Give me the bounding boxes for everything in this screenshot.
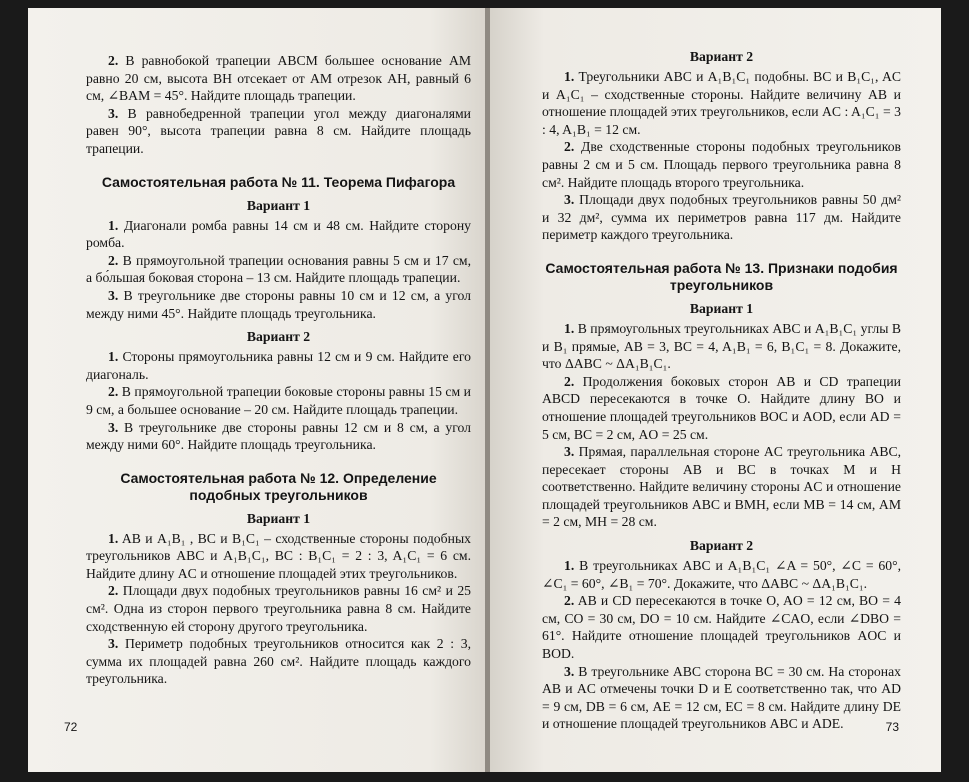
- page-number: 72: [64, 720, 78, 734]
- task: 1. Треугольники ABC и A₁B₁C₁ подобны. BC и B₁C₁, AC и A₁C₁ – сходственные стороны. Найдите величину AB и отношение площадей этих треугольников, если AC : A₁C₁ = 3 : 4, A₁B₁ = 12 см.: [542, 69, 901, 137]
- variant-heading: Вариант 2: [689, 49, 754, 64]
- task: 3. Площади двух подобных треугольников равны 50 дм² и 32 дм², сумма их периметров равна 117 дм. Найдите периметр каждого треугольника.: [542, 192, 901, 243]
- task: 3. Прямая, параллельная стороне AC треугольника ABC, пересекает стороны AB и BC в точках M и H соответственно. Найдите величину стороны AC и отношение площадей треугольников ABC и BMH, если MB = 14 см, AM = 2 см, MH = 28 см.: [542, 444, 902, 530]
- task: 2. Площади двух подобных треугольников равны 16 см² и 25 см². Одна из сторон первого треугольника равна 8 см. Найдите сходственную ей сторону другого треугольника.: [86, 583, 472, 634]
- left-page-content: [86, 52, 471, 688]
- task: 2. В прямоугольной трапеции основания равны 5 см и 17 см, а бо́льшая боковая сторона – 13 см. Найдите площадь трапеции.: [86, 252, 472, 286]
- task: 3. В треугольнике ABC сторона BC = 30 см. На сторонах AB и AC отмечены точки D и E соответственно так, что AD = 9 см, DB = 6 см, AE = 12 см, EC = 8 см. Найдите длину DE и отношение площадей треугольников ABC и ADE.: [542, 663, 901, 732]
- task: 2. Две сходственные стороны подобных треугольников равны 2 см и 5 см. Площадь первого треугольника равна 8 см². Найдите площадь второго треугольника.: [542, 139, 901, 190]
- task: 2. В прямоугольной трапеции боковые стороны равны 15 см и 9 см, а большее основание – 20 см. Найдите площадь трапеции.: [86, 384, 471, 417]
- task: 1. В треугольниках ABC и A₁B₁C₁ ∠A = 50°, ∠C = 60°, ∠C₁ = 60°, ∠B₁ = 70°. Докажите, что ΔABC ~ ΔA₁B₁C₁.: [542, 558, 901, 591]
- page-number: 73: [885, 720, 899, 734]
- variant-heading: Вариант 1: [246, 197, 311, 213]
- task: 3. В треугольнике две стороны равны 12 см и 8 см, а угол между ними 60°. Найдите площадь треугольника.: [86, 419, 472, 453]
- section-title: Самостоятельная работа № 11. Теорема Пифагора: [101, 173, 456, 190]
- task: 2. AB и CD пересекаются в точке O, AO = 12 см, BO = 4 см, CO = 30 см, DO = 10 см. Найдите ∠CAO, если ∠DBO = 61°. Найдите отношение площадей треугольников AOC и BOD.: [542, 593, 901, 662]
- variant-heading: Вариант 2: [246, 329, 311, 345]
- section-title: Самостоятельная работа № 13. Признаки подобия треугольников: [545, 259, 898, 293]
- task: 3. Периметр подобных треугольников относится как 2 : 3, сумма их площадей равна 260 см². Найдите площадь каждого треугольника.: [86, 636, 471, 687]
- right-page: [490, 8, 941, 772]
- task: 1. Диагонали ромба равны 14 см и 48 см. Найдите сторону ромба.: [86, 217, 471, 251]
- task: 1. Стороны прямоугольника равны 12 см и 9 см. Найдите его диагональ.: [86, 349, 472, 382]
- task: 3. В треугольнике две стороны равны 10 см и 12 см, а угол между ними 45°. Найдите площадь треугольника.: [86, 287, 472, 321]
- task: 3. В равнобедренной трапеции угол между диагоналями равен 90°, высота трапеции равна 8 см. Найдите площадь трапеции.: [86, 105, 471, 156]
- right-page-content: [542, 48, 901, 733]
- left-page: [28, 8, 485, 772]
- section-title: Самостоятельная работа № 12. Определение подобных треугольников: [120, 469, 437, 503]
- variant-heading: Вариант 1: [246, 510, 311, 526]
- task: 1. AB и A₁B₁ , BC и B₁C₁ – сходственные стороны подобных треугольников ABC и A₁B₁C₁, BC : B₁C₁ = 2 : 3, A₁C₁ = 6 см. Найдите длину AC и отношение площадей этих треугольников.: [86, 530, 471, 581]
- task: 1. В прямоугольных треугольниках ABC и A₁B₁C₁ углы B и B₁ прямые, AB = 3, BC = 4, A₁B₁ = 6, B₁C₁ = 8. Докажите, что ΔABC ~ ΔA₁B₁C₁.: [542, 320, 901, 372]
- variant-heading: Вариант 1: [689, 300, 754, 316]
- variant-heading: Вариант 2: [689, 538, 754, 554]
- task: 2. В равнобокой трапеции ABCM большее основание AM равно 20 см, высота BH отсекает от AM отрезок AH, равный 6 см, ∠BAM = 45°. Найдите площадь трапеции.: [86, 53, 471, 104]
- task: 2. Продолжения боковых сторон AB и CD трапеции ABCD пересекаются в точке O. Найдите длину BO и отношение площадей треугольников BOC и AOD, если AD = 5 см, BC = 2 см, AO = 25 см.: [542, 373, 902, 442]
